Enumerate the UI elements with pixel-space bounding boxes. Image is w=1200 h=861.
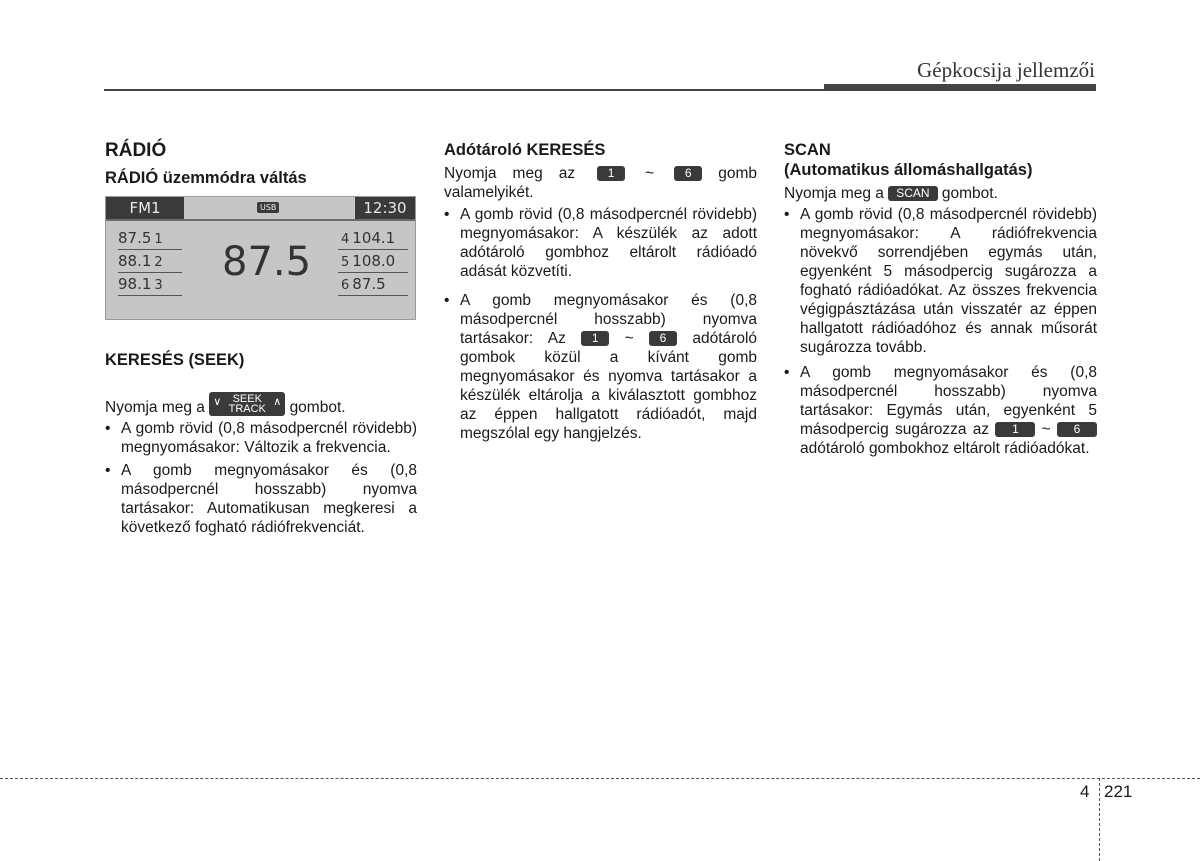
scan-key: SCAN (888, 186, 937, 201)
preset-number: 6 (341, 278, 350, 293)
subsection-title-scan: (Automatikus állomáshallgatás) (784, 161, 1033, 179)
bullet-text-after: adótároló gombok közül a kívánt gomb megnyomásakor és nyomva tartásakor a készülék eltárolja a kiválasztott gombhoz az éppen hallgatott rádióadót, majd megszólal egy hangjelzés. (460, 330, 758, 442)
preset-3 (118, 275, 182, 296)
bullet-text-before: A gomb megnyomásakor és (0,8 másodpercnél hosszabb) nyomva tartásakor: Egymás után, egyenként 5 másodpercig sugározza az (800, 364, 1097, 438)
preset-number: 4 (341, 232, 350, 247)
tilde: ~ (624, 330, 634, 347)
scan-intro-before: Nyomja meg a (784, 185, 884, 202)
list-item: • A gomb rövid (0,8 másodpercnél rövidebb) megnyomásakor: A rádiófrekvencia növekvő sorrendjében egymás után, egyenként 5 másodpercig sugározza a fogható rádióadókat. Az összes frekvencia végigpásztázása után visszatér az éppen hallgatott rádióadóhoz és annak műsorát sugározza tovább. (784, 205, 1097, 357)
display-usb-badge: USB (257, 202, 279, 213)
radio-display (105, 196, 416, 320)
list-item (444, 291, 757, 443)
footer-rule (0, 778, 1200, 779)
header-rule (104, 89, 1096, 91)
subsection-title-radio-mode: RÁDIÓ üzemmódra váltás (105, 169, 307, 187)
section-number: 4 (1080, 782, 1090, 801)
display-band: FM1 (106, 197, 184, 219)
column-scan (784, 138, 1097, 462)
page-number: 221 (1104, 782, 1133, 801)
preset-number: 1 (154, 232, 163, 247)
scan-bullet-list (784, 205, 1097, 458)
section-title-radio: RÁDIÓ (105, 140, 167, 161)
preset-key-1: 1 (581, 331, 609, 346)
seek-bullet-list (105, 419, 417, 537)
preset-intro-after: gomb valamelyikét. (444, 165, 757, 201)
scan-intro-after: gombot. (941, 185, 998, 202)
preset-value: 88.1 (118, 252, 152, 270)
column-preset-search (444, 138, 757, 447)
column-radio (105, 138, 417, 541)
preset-key-1: 1 (597, 166, 625, 181)
seek-intro-before: Nyomja meg a (105, 399, 205, 416)
seek-intro (105, 392, 417, 417)
tilde: ~ (1041, 421, 1051, 438)
preset-key-6: 6 (674, 166, 702, 181)
preset-value: 104.1 (352, 229, 396, 247)
seek-track-key (209, 392, 285, 416)
bullet-text-after: adótároló gombokhoz eltárolt rádióadókat. (800, 440, 1090, 457)
section-title-seek: KERESÉS (SEEK) (105, 351, 245, 369)
list-item: • A gomb rövid (0,8 másodpercnél rövidebb) megnyomásakor: Változik a frekvencia. (105, 419, 417, 457)
section-title-preset-search: Adótároló KERESÉS (444, 141, 606, 159)
preset-value: 108.0 (352, 252, 396, 270)
seek-key-top-label: SEEK (232, 393, 262, 405)
preset-bullet-list (444, 205, 757, 443)
preset-value: 98.1 (118, 275, 152, 293)
list-item (784, 363, 1097, 458)
seek-intro-after: gombot. (289, 399, 346, 416)
section-title-scan: SCAN (784, 141, 831, 159)
list-item: • A gomb megnyomásakor és (0,8 másodpercnél hosszabb) nyomva tartásakor: Automatikusan megkeresi a következő fogható rádiófrekvenciát. (105, 461, 417, 537)
preset-key-6: 6 (649, 331, 677, 346)
preset-6 (338, 275, 408, 296)
preset-number: 2 (154, 255, 163, 270)
preset-intro (444, 164, 757, 202)
display-frequency: 87.5 (222, 239, 312, 285)
footer-divider (1099, 778, 1100, 861)
preset-key-6: 6 (1057, 422, 1097, 437)
preset-5 (338, 252, 408, 273)
display-time: 12:30 (355, 197, 415, 219)
seek-key-bottom-label: TRACK (228, 403, 266, 415)
preset-2 (118, 252, 182, 273)
scan-intro (784, 184, 1097, 203)
bullet-text-before: A gomb megnyomásakor és (0,8 másodpercnél hosszabb) nyomva tartásakor: Az (460, 292, 757, 347)
tilde: ~ (645, 165, 655, 182)
preset-value: 87.5 (352, 275, 386, 293)
preset-number: 5 (341, 255, 350, 270)
list-item: • A gomb rövid (0,8 másodpercnél rövidebb) megnyomásakor: A készülék az adott adótároló gombhoz eltárolt rádióadó adását közvetíti. (444, 205, 757, 281)
preset-number: 3 (154, 278, 163, 293)
preset-1 (118, 229, 182, 250)
preset-value: 87.5 (118, 229, 152, 247)
chevron-up-icon: ∧ (273, 396, 282, 408)
preset-key-1: 1 (995, 422, 1035, 437)
chevron-down-icon: ∨ (213, 396, 222, 408)
preset-intro-before: Nyomja meg az (444, 165, 576, 182)
preset-4 (338, 229, 408, 250)
running-header: Gépkocsija jellemzői (917, 58, 1095, 82)
